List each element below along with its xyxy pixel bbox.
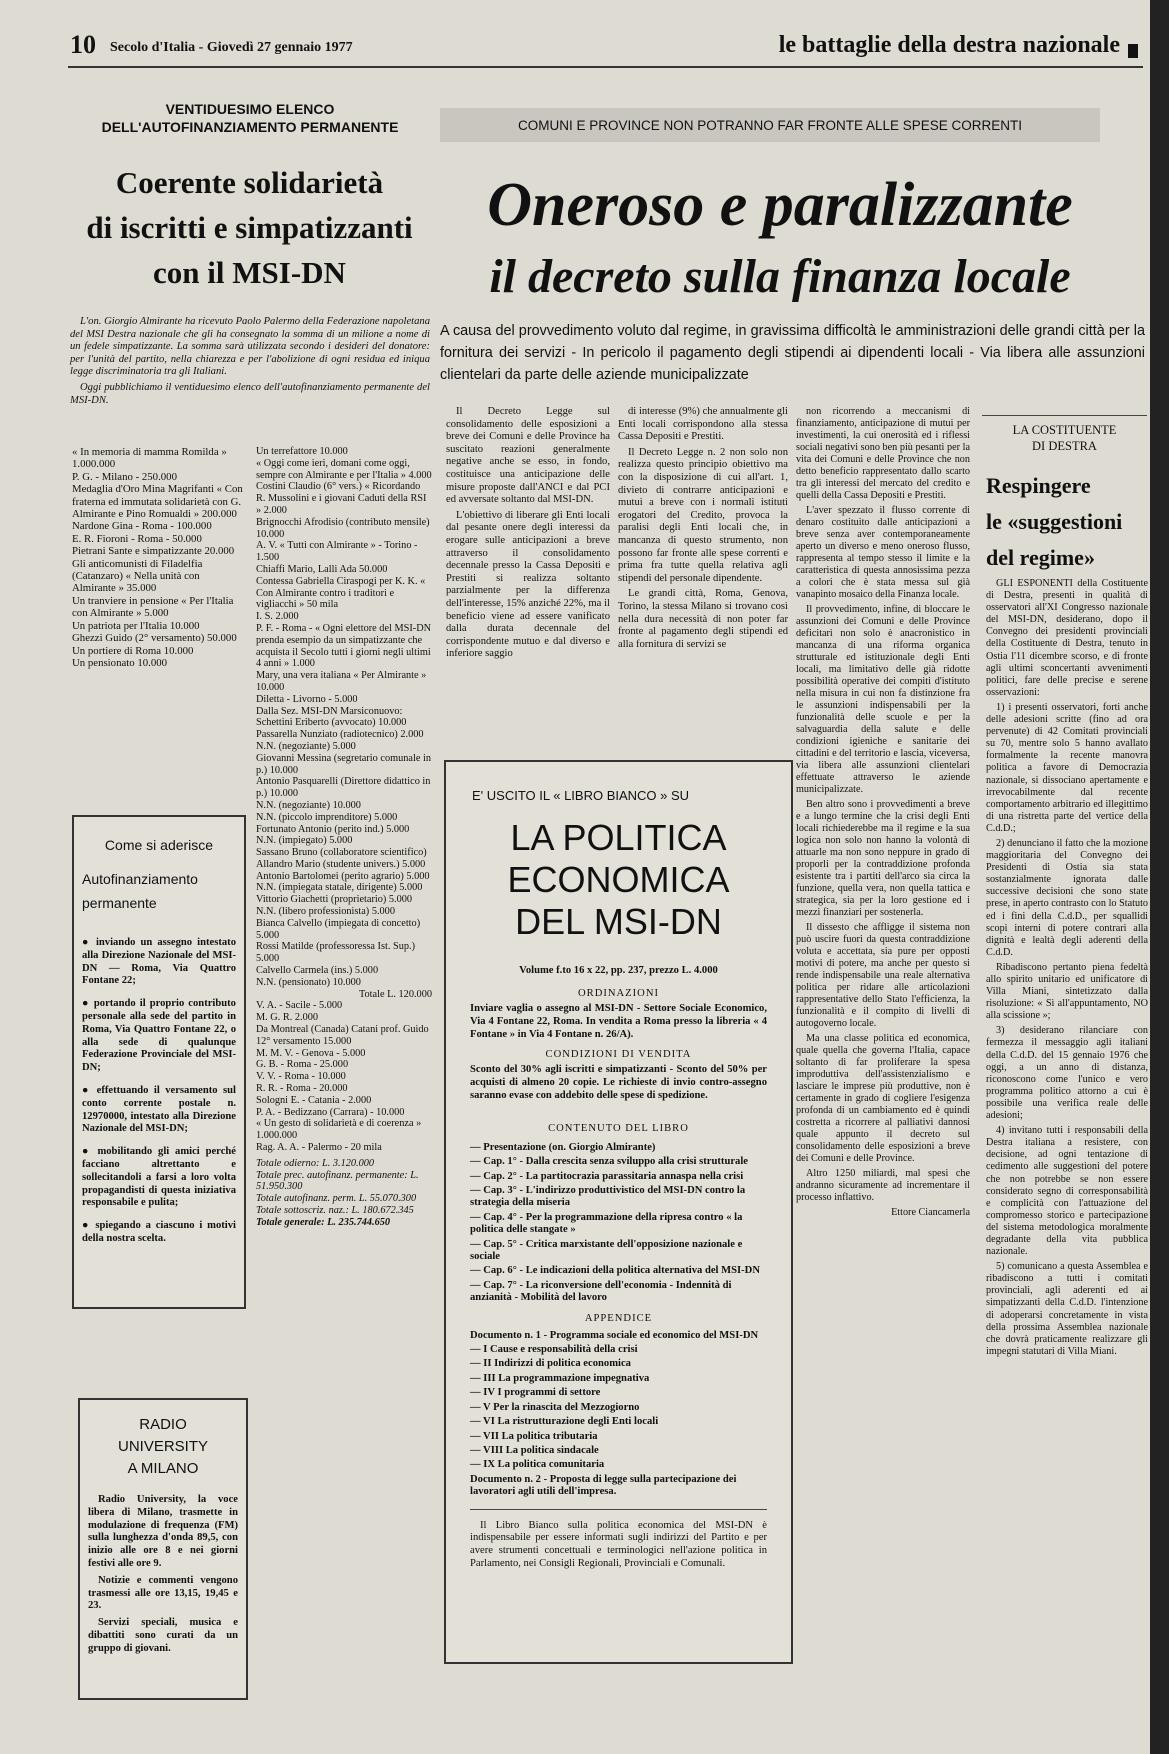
donation-entry: I. S. 2.000 xyxy=(256,611,299,623)
donation-entry: Sassano Bruno (collaboratore scientifico) xyxy=(256,847,427,859)
donation-entry: N.N. (piccolo imprenditore) 5.000 xyxy=(256,811,398,823)
main-col-2 xyxy=(618,406,788,654)
donation-entry: P. G. - Milano - 250.000 xyxy=(72,470,177,483)
radio-text-3: Servizi speciali, musica e dibattiti sono curati da un gruppo di giovani. xyxy=(88,1617,238,1654)
main-headline-line1: Oneroso e paralizzante xyxy=(487,171,1073,239)
main-paragraph: Il Decreto Legge sul consolidamento delle esposizioni a breve dei Comuni e delle Province ha suscitato reazioni generalmente negative anche se esso, in fondo, costituisce una anticipazione delle misure proposte dall'ANCI e dal PCI ed avversate soltanto dal MSI-DN. xyxy=(446,406,610,506)
radio-text-1: Radio University, la voce libera di Milano, trasmette in modulazione di frequenza (FM) sulla lunghezza d'onda 89,5, con inizio alle ore 8 e nei giorni festivi alle ore 9. xyxy=(88,1494,238,1569)
book-contents-title: CONTENUTO DEL LIBRO xyxy=(548,1122,689,1134)
right-headline-line3: del regime» xyxy=(986,545,1095,570)
book-appendix-item: — IV I programmi di settore xyxy=(470,1387,601,1399)
donation-entry: Chiaffi Mario, Lalli Ada 50.000 xyxy=(256,563,388,575)
book-orders-title: ORDINAZIONI xyxy=(577,988,660,999)
right-kicker-line2: DI DESTRA xyxy=(1032,439,1097,453)
book-appendix-title: APPENDICE xyxy=(584,1312,653,1324)
donation-entry: Sologni E. - Catania - 2.000 xyxy=(256,1094,372,1106)
book-title xyxy=(446,817,791,943)
donation-entry: V. A. - Sacile - 5.000 xyxy=(256,1000,343,1012)
donation-total: Totale autofinanz. perm. L. 55.070.300 xyxy=(256,1193,417,1205)
book-info: Volume f.to 16 x 22, pp. 237, prezzo L. 4.000 xyxy=(519,965,718,976)
donation-total: Totale prec. autofinanz. permanente: L. 51.950.300 xyxy=(256,1169,419,1193)
donation-entry: Mary, una vera italiana « Per Almirante » 10.000 xyxy=(256,670,427,693)
donation-entry: Diletta - Livorno - 5.000 xyxy=(256,693,358,705)
donation-entry: Un patriota per l'Italia 10.000 xyxy=(72,619,200,632)
book-sale-title: CONDIZIONI DI VENDITA xyxy=(545,1049,692,1061)
donation-entry: Un terrefattore 10.000 xyxy=(256,446,348,457)
book-appendix-item: — II Indirizzi di politica economica xyxy=(470,1358,631,1370)
donation-entry: Giovanni Messina (segretario comunale in p.) 10.000 xyxy=(256,752,431,776)
book-footer: Il Libro Bianco sulla politica economica del MSI-DN è indispensabile per essere informati sugli indirizzi del Partito e per avere strumenti concettuali e terminologici nell'azione politica in Parlamento, nei Consigli Regionali, Provinciali e Comunali. xyxy=(470,1519,767,1569)
left-headline-line2: di iscritti e simpatizzanti xyxy=(86,210,413,245)
donation-entry: P. A. - Bedizzano (Carrara) - 10.000 xyxy=(256,1106,405,1118)
book-appendix-item: Documento n. 1 - Programma sociale ed economico del MSI-DN xyxy=(470,1329,759,1341)
bullet-dot-icon: ● xyxy=(82,937,96,948)
right-headline-line1: Respingere xyxy=(986,473,1091,498)
right-headline xyxy=(986,468,1151,576)
main-paragraph: di interesse (9%) che annualmente gli Enti locali corrispondono alla stessa Cassa Depositi e Prestiti. xyxy=(618,406,788,443)
page-number: 10 xyxy=(70,30,96,59)
donation-entry: R. R. - Roma - 20.000 xyxy=(256,1083,348,1095)
main-headline-line2: il decreto sulla finanza locale xyxy=(489,250,1071,303)
donation-total: Totale sottoscriz. naz.: L. 180.672.345 xyxy=(256,1205,414,1216)
radio-title-line1: RADIO xyxy=(139,1416,187,1433)
donation-entry: N.N. (impiegato) 5.000 xyxy=(256,835,353,847)
book-contents-item: — Cap. 2° - La partitocrazia parassitaria annaspa nella crisi xyxy=(470,1170,744,1182)
join-box-subtitle-line2: permanente xyxy=(82,895,157,911)
main-paragraph: non ricorrendo a meccanismi di finanziamento, anticipazione di mutui per investimenti, la cui onerosità ed i riflessi sociali negativi sono ben più pesanti per la vita dei Comuni e delle Province che non detto beneficio rappresentato dallo scarto tra gli interessi del mercato del credito e quelli della Cassa Depositi e Prestiti. xyxy=(796,406,970,501)
main-paragraph: L'aver spezzato il flusso corrente di denaro costituito dalle anticipazioni a breve senza aver contemporaneamente aperto un diverso e meno oneroso flusso, rappresenta al tempo stesso il limite e la caratteristica di questa annosissima pezza a colori che è stata messa sul già vanapinto mosaico della Finanza locale. xyxy=(796,505,970,600)
left-headline xyxy=(62,160,437,295)
book-appendix-item: — VIII La politica sindacale xyxy=(470,1444,599,1456)
donation-entry: « Un gesto di solidarietà e di coerenza » 1.000.000 xyxy=(256,1118,422,1142)
radio-box-text xyxy=(88,1494,238,1656)
book-kicker: E' USCITO IL « LIBRO BIANCO » SU xyxy=(472,788,690,803)
radio-title-line2: UNIVERSITY xyxy=(117,1438,208,1455)
main-col-1 xyxy=(446,406,610,664)
donation-entry: « Oggi come ieri, domani come oggi, sempre con Almirante e per l'Italia » 4.000 xyxy=(256,457,432,481)
book-appendix-item: — I Cause e responsabilità della crisi xyxy=(470,1344,638,1356)
right-paragraph: 4) invitano tutti i responsabili della Destra italiana a resistere, con decisione, ad ogni tentazione di cedimento alle suggestioni del potere che non potrebbe se non essere considerato segno di corresponsabilità e complicità con l'attuazione del compromesso storico e partecipazione del sistema metodologica moralmente degradante della vita pubblica nazionale. xyxy=(986,1125,1148,1258)
join-box-list xyxy=(82,937,236,1246)
book-appendix-item: Documento n. 2 - Proposta di legge sulla partecipazione dei lavoratori agli utili dell'impresa. xyxy=(470,1473,737,1498)
right-headline-line2: le «suggestioni xyxy=(986,509,1123,534)
newspaper-date: Secolo d'Italia - Giovedì 27 gennaio 1977 xyxy=(110,40,353,55)
donation-entry: M. G. R. 2.000 xyxy=(256,1012,319,1024)
donation-entry: Ghezzi Guido (2° versamento) 50.000 xyxy=(72,632,237,645)
donation-total: Totale generale: L. 235.744.650 xyxy=(256,1216,391,1228)
book-contents-item: — Cap. 6° - Le indicazioni della politica alternativa del MSI-DN xyxy=(470,1265,760,1277)
donation-entry: Dalla Sez. MSI-DN Marsiconuovo: xyxy=(256,705,403,717)
bullet-dot-icon: ● xyxy=(82,1146,98,1158)
donation-entry: Costini Claudio (6° vers.) « Ricordando R. Mussolini e i giovani Caduti della RSI » 2.000 xyxy=(256,481,427,516)
book-contents-item: — Cap. 3° - L'indirizzo produttivistico del MSI-DN contro la strategia della miseria xyxy=(470,1185,746,1209)
join-bullet: ● spiegando a ciascuno i motivi della nostra scelta. xyxy=(82,1220,236,1244)
book-title-line3: DEL MSI-DN xyxy=(515,901,722,942)
main-col-3 xyxy=(796,406,970,1222)
donation-entry: « In memoria di mamma Romilda » 1.000.000 xyxy=(72,446,227,471)
book-contents-item: — Presentazione (on. Giorgio Almirante) xyxy=(470,1141,656,1153)
bullet-dot-icon: ● xyxy=(82,1220,96,1232)
left-intro-text: L'on. Giorgio Almirante ha ricevuto Paolo Palermo della Federazione napoletana del MSI Destra nazionale che gli ha consegnato la somma di un milione a nome di un fedele simpatizzante. La somma sarà utilizzata secondo i desideri del donatore: per l'unità del partito, nella chiarezza e per l'abolizione di ogni residua ed iniqua legge discriminatoria tra gli Italiani. xyxy=(70,316,430,378)
donation-entry: Da Montreal (Canada) Catani prof. Guido 12° versamento 15.000 xyxy=(256,1024,429,1047)
donation-entry: Antonio Bartolomei (perito agrario) 5.000 xyxy=(256,870,430,882)
join-box xyxy=(72,815,246,1309)
donation-entry: Nardone Gina - Roma - 100.000 xyxy=(72,520,212,533)
left-kicker xyxy=(70,100,430,136)
donation-entry: Bianca Calvello (impiegata di concetto) 5.000 xyxy=(256,917,421,941)
main-paragraph: Altro 1250 miliardi, mal spesi che andranno sicuramente ad incrementare il processo inflattivo. xyxy=(796,1168,970,1203)
main-paragraph: Il Decreto Legge n. 2 non solo non realizza questo principio obiettivo ma con la disposizione di cui all'art. 1, divieto di contrarre anticipazioni e mutui a breve con i normali istituti erogatori del Credito, provoca la paralisi degli Enti locali che, in mancanza di questo strumento, non possono far fronte alle spese correnti e prima fra tutte quella relativa agli stipendi del personale dipendente. xyxy=(618,446,788,584)
donation-entry: Gli anticomunisti di Filadelfia (Catanzaro) « Nella unità con Almirante » 35.000 xyxy=(72,557,203,595)
book-contents-item: — Cap. 5° - Critica marxistante dell'opposizione nazionale e sociale xyxy=(470,1238,743,1263)
book-sale-text: Sconto del 30% agli iscritti e simpatizzanti - Sconto del 50% per acquisti di almeno 20 copie. Le richieste di invio contro-assegno saranno evase con addebito delle spese di spedizione. xyxy=(470,1064,767,1101)
donation-total: Totale odierno: L. 3.120.000 xyxy=(256,1157,375,1169)
donation-entry: Calvello Carmela (ins.) 5.000 xyxy=(256,965,379,977)
donation-entry: E. R. Fioroni - Roma - 50.000 xyxy=(72,532,202,545)
book-appendix-item: — III La programmazione impegnativa xyxy=(470,1372,650,1384)
section-title: le battaglie della destra nazionale xyxy=(778,32,1120,58)
join-box-subtitle xyxy=(82,867,238,915)
donation-entry: A. V. « Tutti con Almirante » - Torino - 1.500 xyxy=(256,540,418,564)
donation-entry: P. F. - Roma - « Ogni elettore del MSI-DN prenda esempio da un simpatizzante che acquista il Secolo tutti i giorni negli ultimi 4 anni » 1.000 xyxy=(256,622,432,670)
join-bullet: ● effettuando il versamento sul conto corrente postale n. 12970000, intestato alla Direzione Nazionale del MSI-DN; xyxy=(82,1084,236,1135)
donation-entry: Rossi Matilde (professoressa Ist. Sup.) 5.000 xyxy=(256,941,416,965)
book-contents-item: — Cap. 4° - Per la programmazione della ripresa contro « la politica delle stangate » xyxy=(470,1211,743,1236)
book-appendix-item: — IX La politica comunitaria xyxy=(470,1459,605,1471)
donations-column-2 xyxy=(256,446,432,1229)
right-paragraph: 1) i presenti osservatori, forti anche delle adesioni scritte (fino ad ora pervenute) di 42 Comitati provinciali su 70, mentre solo 5 hanno avallato formalmente la recente manovra politica a favore di Democrazia nazionale, si dissociano apertamente e irrevocabilmente dal recente comportamento arbitrario ed illegittimo di una ristretta parte del vertice della C.d.D.; xyxy=(986,701,1148,834)
left-intro-text2: Oggi pubblichiamo il ventiduesimo elenco dell'autofinanziamento permanente del MSI-DN. xyxy=(70,381,430,406)
radio-box xyxy=(78,1398,248,1700)
donation-entry: G. B. - Roma - 25.000 xyxy=(256,1059,349,1071)
main-paragraph: Ben altro sono i provvedimenti a breve e a lungo termine che la crisi degli Enti locali richiederebbe ma il regime e la sua logica non solo non hanno la volontà di attuarle ma non sono neppure in grado di proporli per la contraddizione profonda esistente tra i partiti dell'arco sia circa la funzione, quella vera, non quella tattica e strategica, sia per la loro gestione ed i mezzi finanziari per sostenerla. xyxy=(796,799,970,918)
donation-entry: Totale L. 120.000 xyxy=(358,988,432,1000)
donation-entry: Medaglia d'Oro Mina Magrifanti « Con fraterna ed immutata solidarietà con G. Almirante e Pino Romualdi » 200.000 xyxy=(72,483,243,521)
book-appendix-item: — VII La politica tributaria xyxy=(470,1430,598,1442)
donation-entry: Antonio Pasquarelli (Direttore didattico in p.) 10.000 xyxy=(256,776,431,800)
left-kicker-line1: VENTIDUESIMO ELENCO xyxy=(165,101,335,117)
donation-entry: Pietrani Sante e simpatizzante 20.000 xyxy=(72,545,235,558)
radio-title-line3: A MILANO xyxy=(127,1460,199,1477)
main-subhead: A causa del provvedimento voluto dal regime, in gravissima difficoltà le amministrazioni delle grandi città per la fornitura dei servizi - In pericolo il pagamento degli stipendi ai dipendenti locali - Via libera alle assunzioni clientelari da parte delle aziende municipalizzate xyxy=(440,323,1145,383)
book-contents-item: — Cap. 7° - La riconversione dell'economia - Indennità di anzianità - Mobilità del lavoro xyxy=(470,1279,732,1304)
join-bullet: ● inviando un assegno intestato alla Direzione Nazionale del MSI-DN — Roma, Via Quattro Fontane 22; xyxy=(82,937,236,987)
right-paragraph: Ribadiscono pertanto piena fedeltà allo spirito unitario ed unificatore di Villa Miani, sintetizzato dalla risoluzione: « Sì all'appuntamento, NO alla scissione »; xyxy=(986,961,1148,1022)
left-headline-line3: con il MSI-DN xyxy=(153,255,346,290)
donation-entry: Fortunato Antonio (perito ind.) 5.000 xyxy=(256,823,410,835)
donation-entry: N.N. (impiegata statale, dirigente) 5.000 xyxy=(256,882,423,894)
book-divider xyxy=(470,1509,767,1510)
book-orders-text: Inviare vaglia o assegno al MSI-DN - Settore Sociale Economico, Via 4 Fontane 22, Roma. In vendita a Roma presso la libreria « 4 Fontane » in Via 4 Fontane n. 26/A). xyxy=(470,1003,767,1040)
donation-entry: Contessa Gabriella Ciraspogi per K. K. « Con Almirante contro i traditori e vigliacchi » 50 mila xyxy=(256,575,426,611)
right-paragraph: 2) denunciano il fatto che la mozione maggioritaria del Convegno dei Presidenti di Ostia sia stata sostanzialmente ignorata dalle successive decisioni che sono state prese, in aperto contrasto con lo Statuto ed i fini della C.d.D., per squallidi scopi interni di potere contrari alla dignità e lealtà degli aderenti della C.d.D. xyxy=(986,837,1148,958)
left-intro xyxy=(70,316,430,410)
join-bullet: ● portando il proprio contributo personale alla sede del partito in Roma, Via Quattro Fontane 22, o alla sede di qualunque Federazione Provinciale del MSI-DN; xyxy=(82,998,236,1074)
donation-entry: Schettini Eriberto (avvocato) 10.000 xyxy=(256,717,407,729)
donation-entry: N.N. (negoziante) 10.000 xyxy=(256,799,361,811)
right-paragraph: 5) comunicano a questa Assemblea e ribadiscono a tutti i comitati provinciali, agli aderenti ed ai simpatizzanti della C.d.D. l'intenzione di adoperarsi concretamente in vista della prossima Assemblea nazionale che dovrà praticamente realizzare gli impegni statutari di Villa Miani. xyxy=(986,1261,1148,1357)
radio-text-2: Notizie e commenti vengono trasmessi alle ore 13,15, 19,45 e 23. xyxy=(88,1574,238,1612)
donation-entry: Un tranviere in pensione « Per l'Italia con Almirante » 5.000 xyxy=(72,594,234,620)
donation-entry: Allandro Mario (studente univers.) 5.000 xyxy=(256,858,426,870)
donation-entry: N.N. (pensionato) 10.000 xyxy=(256,976,361,988)
book-appendix-list xyxy=(470,1330,767,1499)
book-appendix-item: — V Per la rinascita del Mezzogiorno xyxy=(470,1401,640,1413)
donation-entry: M. M. V. - Genova - 5.000 xyxy=(256,1047,366,1059)
main-paragraph: Le grandi città, Roma, Genova, Torino, la stessa Milano si trovano così nella dura necessità di non poter far fronte al pagamento degli stipendi ed alla fornitura di servizi se xyxy=(618,588,788,650)
donations-column-1 xyxy=(72,446,244,669)
join-box-subtitle-line1: Autofinanziamento xyxy=(82,871,198,887)
book-contents-list xyxy=(470,1142,767,1305)
donation-entry: N.N. (negoziante) 5.000 xyxy=(256,740,356,752)
donation-entry: V. V. - Roma - 10.000 xyxy=(256,1071,346,1083)
bullet-dot-icon: ● xyxy=(82,998,94,1010)
donation-entry: N.N. (libero professionista) 5.000 xyxy=(256,906,395,918)
donation-entry: Passarella Nunziato (radiotecnico) 2.000 xyxy=(256,729,424,741)
donation-entry: Vittorio Giachetti (proprietario) 5.000 xyxy=(256,894,413,906)
radio-box-title xyxy=(80,1414,246,1480)
join-box-title: Come si aderisce xyxy=(104,837,214,853)
right-kicker-rule xyxy=(982,415,1147,416)
join-bullet: ● mobilitando gli amici perché facciano altrettanto e sollecitandoli a farsi a loro volta propagandisti di questa iniziativa responsabile e pulita; xyxy=(82,1146,236,1209)
right-kicker-line1: LA COSTITUENTE xyxy=(1012,423,1117,437)
donation-entry: Un portiere di Roma 10.000 xyxy=(72,644,194,657)
donation-entry: Rag. A. A. - Palermo - 20 mila xyxy=(256,1142,382,1154)
book-title-line1: LA POLITICA xyxy=(510,817,727,858)
right-body xyxy=(986,578,1148,1361)
book-contents-item: — Cap. 1° - Dalla crescita senza sviluppo alla crisi strutturale xyxy=(470,1156,748,1168)
left-kicker-line2: DELL'AUTOFINANZIAMENTO PERMANENTE xyxy=(101,119,399,135)
main-paragraph: Il dissesto che affligge il sistema non può uscire fuori da questa contraddizione voluta e accettata, sia pure per opposti motivi di potere, ma anche per questo si rende indispensabile una reale alternativa politica per ridare alle articolazioni rappresentative dello Stato l'efficienza, la funzionalità e il compito di livelli di autogoverno locale. xyxy=(796,922,970,1029)
book-box xyxy=(444,760,793,1664)
donation-entry: Un pensionato 10.000 xyxy=(72,656,168,669)
main-signature: Ettore Ciancamerla xyxy=(891,1207,970,1218)
book-title-line2: ECONOMICA xyxy=(507,859,730,900)
header-rule xyxy=(68,66,1143,68)
main-paragraph: Ma una classe politica ed economica, quale quella che governa l'Italia, capace soltanto di far proliferare la spesa improduttiva dell'assistenzialismo e lasciare le imprese più produttive, non è certamente in grado di cogliere l'esigenza profonda di un cambiamento ed è quindi costretta a ricorrere al palliativi dannosi quale appunto il decreto sul consolidamento delle esposizioni a breve dei Comuni e delle Province. xyxy=(796,1033,970,1164)
main-kicker: COMUNI E PROVINCE NON POTRANNO FAR FRONTE ALLE SPESE CORRENTI xyxy=(517,118,1023,133)
left-headline-line1: Coerente solidarietà xyxy=(115,165,384,200)
right-paragraph: 3) desiderano rilanciare con fermezza il messaggio agli italiani della C.d.D. del 15 gennaio 1976 che oggi, a un anno di distanza, riconoscono come l'unico e vero programma politico attorno a cui è possibile una verifica reale delle adesioni; xyxy=(986,1025,1148,1122)
bullet-dot-icon: ● xyxy=(82,1084,97,1096)
section-marker xyxy=(1128,44,1138,58)
book-appendix-item: — VI La ristrutturazione degli Enti locali xyxy=(470,1416,659,1428)
right-paragraph: GLI ESPONENTI della Costituente di Destra, presenti in qualità di osservatori all'XI Congresso nazionale del MSI-DN, desiderano, dopo il Convegno dei presidenti provinciali della Costituente di Destra, tenuto in Ostia l'11 dicembre scorso, e di fronte agli ultimi sconcertanti avvenimenti politici, fare delle precise e serene osservazioni: xyxy=(986,578,1148,698)
donation-entry: Brignocchi Afrodisio (contributo mensile) 10.000 xyxy=(256,516,430,540)
page-edge-shadow xyxy=(1150,0,1169,1754)
right-kicker xyxy=(982,422,1147,454)
main-paragraph: Il provvedimento, infine, di bloccare le assunzioni dei Comuni e delle Province deficitari non solo è anacronistico in mancanza di una riforma organica strutturale ed istituzionale degli Enti locali, ma limitativo delle già ridotte possibilità operative dei compiti d'istituto nella misura in cui non fa distinzione fra le assunzioni indispensabili per la funzionalità delle scuole e per la salvaguardia della salute e delle condizioni igieniche e sanitarie dei cittadini e del territorio e lascia, viceversa, via libera alle assunzioni clientelari effettuate attraverso le aziende municipalizzate. xyxy=(796,604,970,795)
main-paragraph: L'obiettivo di liberare gli Enti locali dal pesante onere degli interessi da erogare sulle anticipazioni a breve attraverso il consolidamento decennale presso la Cassa Depositi e Prestiti si realizza soltanto parzialmente per la differenza dell'interesse, 15% anziché 22%, ma il beneficio viene ad essere vanificato dalla durata decennale del corrispondente mutuo e dal diverso e inferiore saggio xyxy=(446,509,610,660)
